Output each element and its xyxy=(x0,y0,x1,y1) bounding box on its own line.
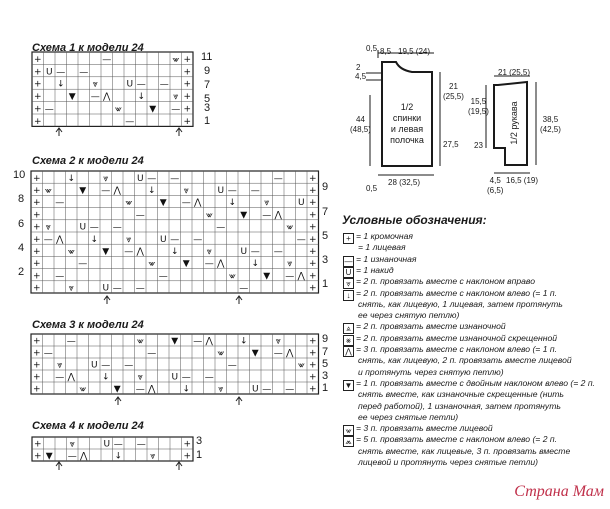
stitch-symbol: + xyxy=(183,67,192,78)
stitch-symbol: ↓ xyxy=(228,198,237,209)
stitch-symbol: — xyxy=(113,439,123,450)
stitch-symbol: — xyxy=(204,259,214,270)
stitch-symbol: + xyxy=(32,283,41,294)
stitch-symbol: + xyxy=(33,116,42,127)
stitch-symbol: U xyxy=(240,246,248,257)
legend-text: = 1 кромочная xyxy=(356,231,414,241)
stitch-symbol: ▼ xyxy=(263,271,271,282)
stitch-symbol: ⩔ xyxy=(126,234,132,245)
chart-2-row-4: 4 xyxy=(18,242,25,254)
stitch-symbol: — xyxy=(239,283,249,294)
stitch-symbol: + xyxy=(32,222,41,233)
stitch-symbol: ↓ xyxy=(137,92,146,103)
stitch-symbol: ⋀ xyxy=(194,198,202,209)
stitch-symbol: U xyxy=(126,79,134,90)
legend-symbol-icon: + xyxy=(343,233,354,244)
stitch-symbol: ▼ xyxy=(113,384,121,395)
stitch-symbol: — xyxy=(193,336,203,347)
stitch-symbol: ⩔ xyxy=(45,222,51,233)
stitch-symbol: + xyxy=(32,259,41,270)
dim-bottom-28: 28 (32,5) xyxy=(388,178,421,187)
stitch-symbol: + xyxy=(308,283,317,294)
dim-sleeve-bottom-45: 4,5 (6,5) xyxy=(487,176,504,195)
legend-text: = 5 п. провязать вместе с наклоном влево (= 2 п. xyxy=(356,434,557,445)
stitch-symbol: + xyxy=(183,54,192,65)
legend-text: и протянуть через снятую петлю) xyxy=(358,366,504,377)
dim-side-left: 44 (48,5) xyxy=(350,115,371,134)
legend-item xyxy=(358,367,504,378)
stitch-symbol: ▼ xyxy=(79,185,87,196)
chart-1-row-9: 9 xyxy=(204,65,211,77)
stitch-symbol: ⋀ xyxy=(113,185,121,196)
stitch-symbol: U xyxy=(297,198,305,209)
legend-text: = 1 п. провязать вместе с двойным наклоном влево (= 2 п. xyxy=(356,377,595,388)
stitch-symbol: — xyxy=(170,234,180,245)
stitch-symbol: + xyxy=(33,92,42,103)
stitch-symbol: ⋀ xyxy=(148,384,156,395)
legend-symbol-icon: ⋀ xyxy=(343,346,354,357)
stitch-symbol: + xyxy=(308,246,317,257)
stitch-symbol: — xyxy=(90,92,100,103)
stitch-symbol: ▼ xyxy=(68,92,76,103)
stitch-symbol: — xyxy=(55,271,65,282)
stitch-symbol: U xyxy=(159,234,167,245)
stitch-symbol: + xyxy=(32,210,41,221)
stitch-symbol: ⋀ xyxy=(205,336,213,347)
stitch-symbol: + xyxy=(32,384,41,395)
stitch-symbol: — xyxy=(135,210,145,221)
legend-text: = 3 п. провязать вместе с наклоном влево (= 1 п. xyxy=(356,344,557,354)
stitch-symbol: ▼ xyxy=(45,451,53,462)
legend-symbol-icon: ⩖ xyxy=(343,425,354,436)
stitch-symbol: ⋀ xyxy=(297,271,305,282)
legend-item xyxy=(358,310,459,321)
legend-item xyxy=(358,401,561,412)
stitch-symbol: — xyxy=(89,222,99,233)
dim-sleeve-right: 38,5 (42,5) xyxy=(540,115,561,134)
stitch-symbol: — xyxy=(124,246,134,257)
stitch-symbol: — xyxy=(102,54,112,65)
stitch-symbol: ↓ xyxy=(239,336,248,347)
stitch-symbol: — xyxy=(250,246,260,257)
stitch-symbol: — xyxy=(170,173,180,184)
stitch-symbol: U xyxy=(90,360,98,371)
watermark: Страна Мам xyxy=(514,483,604,500)
stitch-symbol: — xyxy=(273,348,283,359)
stitch-symbol: U xyxy=(251,384,259,395)
legend-item xyxy=(358,389,564,400)
chart-3-row-5: 5 xyxy=(322,358,329,370)
stitch-symbol: + xyxy=(32,246,41,257)
stitch-symbol: ⩔ xyxy=(218,384,224,395)
dim-left-2: 2 xyxy=(356,63,361,72)
stitch-symbol: ▼ xyxy=(251,348,259,359)
stitch-symbol: — xyxy=(124,360,134,371)
stitch-symbol: ⩔ xyxy=(264,198,270,209)
stitch-symbol: ⩖ xyxy=(217,348,225,359)
stitch-symbol: U xyxy=(103,439,111,450)
stitch-symbol: U xyxy=(136,173,144,184)
stitch-symbol: — xyxy=(296,234,306,245)
stitch-symbol: ⋀ xyxy=(286,348,294,359)
legend-text: снять вместе, как изнаночные скрещенные (нить xyxy=(358,389,564,400)
chart-1-row-7: 7 xyxy=(204,79,211,91)
stitch-symbol: ▼ xyxy=(240,210,248,221)
legend-text: снять вместе, как лицевые, 3 п. провязать вместе xyxy=(358,445,571,456)
legend-symbol-icon: ⩓ xyxy=(343,323,354,334)
stitch-symbol: ⩔ xyxy=(173,92,179,103)
stitch-symbol: — xyxy=(227,185,237,196)
chart-3-row-7: 7 xyxy=(322,346,329,358)
chart-1-row-11: 11 xyxy=(201,51,213,63)
stitch-symbol: + xyxy=(308,259,317,270)
legend-text: = 1 накид xyxy=(356,264,394,275)
stitch-symbol: — xyxy=(112,222,122,233)
stitch-symbol: + xyxy=(33,67,42,78)
stitch-symbol: ⩖ xyxy=(205,210,213,221)
stitch-symbol: ⋀ xyxy=(80,451,88,462)
stitch-symbol: — xyxy=(216,222,226,233)
stitch-symbol: ↓ xyxy=(101,372,110,383)
stitch-symbol: ⩔ xyxy=(137,372,143,383)
stitch-symbol: + xyxy=(32,348,41,359)
chart-4-title: Схема 4 к модели 24 xyxy=(32,420,144,432)
legend-text: = 2 п. провязать вместе изнаночной скрещенной xyxy=(356,332,558,343)
dim-sleeve-top: 21 (25,5) xyxy=(498,68,531,77)
stitch-symbol: — xyxy=(101,185,111,196)
stitch-symbol: — xyxy=(78,259,88,270)
stitch-symbol: — xyxy=(55,198,65,209)
stitch-symbol: — xyxy=(147,173,157,184)
stitch-symbol: ▼ xyxy=(182,259,190,270)
stitch-symbol: — xyxy=(136,79,146,90)
stitch-symbol: ⩔ xyxy=(57,360,63,371)
dim-sleeve-left-23: 23 xyxy=(474,141,483,150)
chart-2-row-1: 1 xyxy=(322,278,329,290)
dim-top-05: 0,5 xyxy=(366,44,378,53)
stitch-symbol: ⩖ xyxy=(44,185,52,196)
stitch-symbol: + xyxy=(33,104,42,115)
stitch-symbol: ▼ xyxy=(171,336,179,347)
legend-symbol-icon: ⨳ xyxy=(343,335,354,346)
legend-text: = 3 п. провязать вместе лицевой xyxy=(356,423,493,434)
legend-item xyxy=(358,412,458,423)
stitch-symbol: — xyxy=(43,234,53,245)
legend-text: снять, как лицевую, 2 п. провязать вместе лицевой xyxy=(358,355,572,366)
chart-2-row-8: 8 xyxy=(18,193,25,205)
stitch-symbol: + xyxy=(32,198,41,209)
legend-text: снять, как лицевую, 1 лицевая, затем протянуть xyxy=(358,298,563,309)
stitch-symbol: ↓ xyxy=(114,451,123,462)
chart-1-title: Схема 1 к модели 24 xyxy=(32,42,144,54)
stitch-symbol: ⩔ xyxy=(68,283,74,294)
stitch-symbol: ⩔ xyxy=(275,336,281,347)
stitch-symbol: — xyxy=(171,104,181,115)
stitch-symbol: + xyxy=(33,79,42,90)
stitch-symbol: + xyxy=(33,54,42,65)
stitch-symbol: — xyxy=(56,67,66,78)
stitch-symbol: ⩔ xyxy=(206,246,212,257)
legend-symbol-icon: ▼ xyxy=(344,380,353,390)
stitch-symbol: ↓ xyxy=(67,173,76,184)
stitch-symbol: + xyxy=(32,185,41,196)
legend-text: ее через снятые петли) xyxy=(358,411,459,422)
stitch-symbol: + xyxy=(183,79,192,90)
stitch-symbol: + xyxy=(308,360,317,371)
stitch-symbol: — xyxy=(273,246,283,257)
stitch-symbol: ⩔ xyxy=(69,439,75,450)
chart-2-row-2: 2 xyxy=(18,266,25,278)
stitch-symbol: — xyxy=(158,271,168,282)
stitch-symbol: + xyxy=(308,234,317,245)
stitch-symbol: + xyxy=(308,271,317,282)
stitch-symbol: — xyxy=(125,116,135,127)
chart-4-row-3: 3 xyxy=(196,435,203,447)
stitch-symbol: — xyxy=(181,198,191,209)
stitch-symbol: ⩔ xyxy=(287,259,293,270)
stitch-symbol: + xyxy=(183,92,192,103)
stitch-symbol: ↓ xyxy=(170,246,179,257)
chart-2-row-6: 6 xyxy=(18,218,25,230)
chart-2-row-9: 9 xyxy=(322,181,329,193)
chart-3-row-1: 1 xyxy=(322,382,329,394)
stitch-symbol: ⩖ xyxy=(172,54,180,65)
stitch-symbol: + xyxy=(183,451,192,462)
stitch-symbol: + xyxy=(32,336,41,347)
stitch-symbol: + xyxy=(308,173,317,184)
stitch-symbol: — xyxy=(181,372,191,383)
stitch-symbol: ▼ xyxy=(149,104,157,115)
stitch-symbol: + xyxy=(308,372,317,383)
stitch-symbol: + xyxy=(32,372,41,383)
dim-sleeve-left-155: 15,5 (19,5) xyxy=(468,97,489,116)
stitch-symbol: + xyxy=(33,439,42,450)
stitch-symbol: + xyxy=(308,336,317,347)
stitch-symbol: U xyxy=(102,283,110,294)
legend-text: ее через снятую петлю) xyxy=(358,310,460,321)
stitch-symbol: ⩖ xyxy=(79,384,87,395)
stitch-symbol: — xyxy=(67,451,77,462)
stitch-symbol: U xyxy=(171,372,179,383)
stitch-symbol: — xyxy=(55,372,65,383)
stitch-symbol: ⋀ xyxy=(67,372,75,383)
stitch-symbol: + xyxy=(308,185,317,196)
legend-text: = 2 п. провязать вместе изнаночной xyxy=(356,321,506,332)
stitch-symbol: ↓ xyxy=(90,234,99,245)
body-label: 1/2 спинки и левая полочка xyxy=(390,102,424,145)
stitch-symbol: — xyxy=(101,360,111,371)
dim-bottom-05: 0,5 xyxy=(366,184,378,193)
stitch-symbol: — xyxy=(227,360,237,371)
stitch-symbol: — xyxy=(159,79,169,90)
stitch-symbol: — xyxy=(147,348,157,359)
dim-side-mid-21: 21 (25,5) xyxy=(443,82,464,101)
legend-item xyxy=(358,299,563,310)
chart-4-row-1: 1 xyxy=(196,449,203,461)
stitch-symbol: ⩖ xyxy=(297,360,305,371)
stitch-symbol: ⋀ xyxy=(274,210,282,221)
legend-symbol-icon: ⩕ xyxy=(343,436,354,447)
stitch-symbol: ⩖ xyxy=(286,222,294,233)
stitch-symbol: — xyxy=(135,384,145,395)
dim-top-195: 19,5 (24) xyxy=(398,47,431,56)
stitch-symbol: — xyxy=(250,185,260,196)
dim-top-85: 8,5 xyxy=(380,47,392,56)
stitch-symbol: ⩖ xyxy=(114,104,122,115)
stitch-symbol: + xyxy=(183,439,192,450)
dim-sleeve-bottom-165: 16,5 (19) xyxy=(506,176,539,185)
stitch-symbol: U xyxy=(217,185,225,196)
stitch-symbol: + xyxy=(183,116,192,127)
stitch-symbol: + xyxy=(32,234,41,245)
stitch-symbol: ⩖ xyxy=(125,198,133,209)
stitch-symbol: — xyxy=(193,234,203,245)
stitch-symbol: ⋀ xyxy=(136,246,144,257)
stitch-symbol: ↓ xyxy=(251,259,260,270)
stitch-symbol: ↓ xyxy=(56,79,65,90)
chart-2-row-5: 5 xyxy=(322,230,329,242)
legend-symbol-icon: U xyxy=(343,267,354,278)
stitch-symbol: ⩖ xyxy=(136,336,144,347)
legend-text: = 1 лицевая xyxy=(358,242,406,253)
chart-2-row-3: 3 xyxy=(322,254,329,266)
chart-3-row-3: 3 xyxy=(322,370,329,382)
legend-item xyxy=(358,446,570,457)
stitch-symbol: U xyxy=(45,67,53,78)
stitch-symbol: ▼ xyxy=(159,198,167,209)
legend-item xyxy=(358,355,572,366)
stitch-symbol: + xyxy=(183,104,192,115)
stitch-symbol: — xyxy=(66,336,76,347)
stitch-symbol: ▼ xyxy=(102,246,110,257)
stitch-symbol: + xyxy=(308,348,317,359)
stitch-symbol: ⩖ xyxy=(228,271,236,282)
chart-1-row-1: 1 xyxy=(204,115,211,127)
stitch-symbol: — xyxy=(44,104,54,115)
legend-text: = 2 п. провязать вместе с наклоном влево (= 1 п. xyxy=(356,287,557,298)
stitch-symbol: — xyxy=(43,348,53,359)
stitch-symbol: + xyxy=(32,271,41,282)
stitch-symbol: ⋀ xyxy=(56,234,64,245)
stitch-symbol: — xyxy=(112,283,122,294)
stitch-symbol: + xyxy=(308,210,317,221)
stitch-symbol: — xyxy=(136,439,146,450)
stitch-symbol: + xyxy=(308,222,317,233)
chart-3-title: Схема 3 к модели 24 xyxy=(32,319,144,331)
dim-left-45: 4,5 xyxy=(355,72,367,81)
stitch-symbol: ⩔ xyxy=(103,173,109,184)
stitch-symbol: ↓ xyxy=(182,384,191,395)
stitch-symbol: + xyxy=(32,173,41,184)
stitch-symbol: + xyxy=(32,360,41,371)
legend-symbol-icon: — xyxy=(344,256,353,266)
stitch-symbol: ⩔ xyxy=(150,451,156,462)
legend-item xyxy=(358,242,406,253)
stitch-symbol: ↓ xyxy=(147,185,156,196)
stitch-symbol: ⩔ xyxy=(183,185,189,196)
stitch-symbol: + xyxy=(308,198,317,209)
dim-side-mid-275: 27,5 xyxy=(443,140,459,149)
legend-symbol-icon: ⩔ xyxy=(343,278,354,289)
stitch-symbol: ⋀ xyxy=(103,92,111,103)
stitch-symbol: ⩖ xyxy=(67,246,75,257)
stitch-symbol: — xyxy=(79,67,89,78)
stitch-symbol: — xyxy=(273,173,283,184)
legend-text: = 1 изнаночная xyxy=(356,253,417,264)
legend-text: перед работой), 1 изнаночная, затем протянуть xyxy=(358,400,561,411)
stitch-symbol: + xyxy=(308,384,317,395)
chart-2-title: Схема 2 к модели 24 xyxy=(32,155,144,167)
legend-item xyxy=(358,457,538,468)
chart-2-row-10: 10 xyxy=(13,169,26,181)
stitch-symbol: — xyxy=(135,283,145,294)
sleeve-label: 1/2 рукава xyxy=(509,101,519,145)
legend-text: лицевой и протянуть через снятые петли) xyxy=(358,457,538,467)
legend-text: = 2 п. провязать вместе с наклоном вправо xyxy=(356,276,536,287)
chart-1-row-5: 5 xyxy=(204,93,211,105)
legend-title: Условные обозначения: xyxy=(342,213,487,227)
legend-symbol-icon: ↓ xyxy=(343,290,354,301)
stitch-symbol: — xyxy=(285,384,295,395)
stitch-symbol: ⋀ xyxy=(217,259,225,270)
stitch-symbol: — xyxy=(285,271,295,282)
chart-3-row-9: 9 xyxy=(322,333,329,345)
chart-2-row-7: 7 xyxy=(322,206,329,218)
stitch-symbol: ⩖ xyxy=(148,259,156,270)
stitch-symbol: — xyxy=(262,384,272,395)
stitch-symbol: ⩔ xyxy=(92,79,98,90)
stitch-symbol: — xyxy=(204,372,214,383)
chart-1-row-3: 3 xyxy=(204,102,211,114)
stitch-symbol: + xyxy=(33,451,42,462)
stitch-symbol: — xyxy=(262,210,272,221)
stitch-symbol: U xyxy=(79,222,87,233)
